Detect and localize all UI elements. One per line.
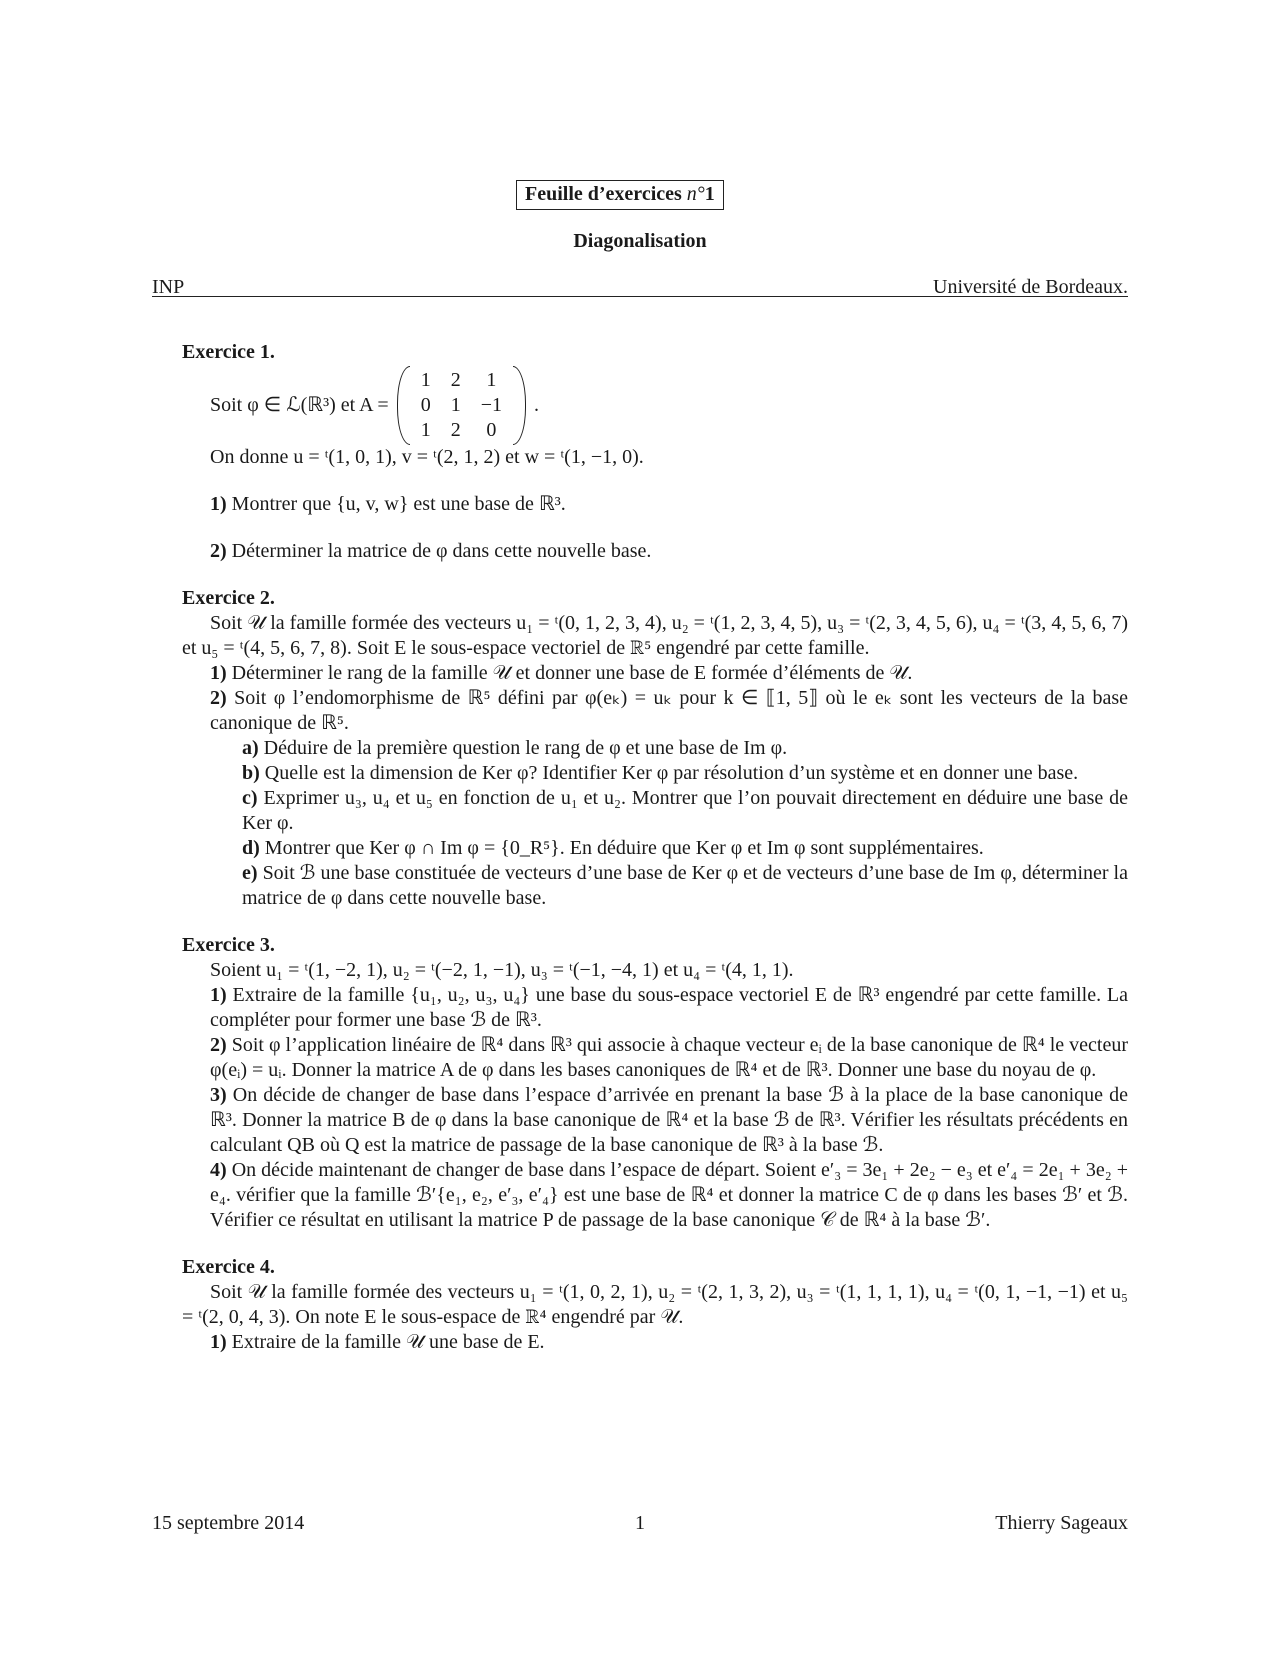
question-number: 4) — [210, 1159, 227, 1181]
matrix-cell: 1 — [420, 368, 431, 391]
matrix-cell: 1 — [420, 418, 431, 441]
item-letter: a) — [242, 737, 259, 759]
question-number: 1) — [210, 1331, 227, 1353]
matrix-cell: 0 — [486, 418, 497, 441]
matrix-cell: 2 — [450, 368, 461, 391]
exercise-3-intro: Soient u₁ = ᵗ(1, −2, 1), u₂ = ᵗ(−2, 1, −1), u₃ = ᵗ(−1, −4, 1) et u₄ = ᵗ(4, 1, 1). — [210, 959, 794, 981]
item-letter: e) — [242, 862, 258, 884]
item-text: Montrer que Ker φ ∩ Im φ = {0_R⁵}. En déduire que Ker φ et Im φ sont supplémentaires. — [264, 837, 984, 859]
header-university: Université de Bordeaux. — [933, 276, 1128, 298]
exercise-2-title: Exercice 2. — [182, 587, 275, 609]
exercise-4-intro: Soit 𝒰 la famille formée des vecteurs u₁ = ᵗ(1, 0, 2, 1), u₂ = ᵗ(2, 1, 3, 2), u₃ = ᵗ(1, 1, 1, 1), u₄ = ᵗ(0, 1, −1, −1) et u₅ = ᵗ(2, 0, 4, 3). On note E le sous-espace de ℝ⁴ engendré par 𝒰. — [182, 1281, 1128, 1328]
matrix-right-paren — [513, 366, 526, 445]
exercise-1-given: On donne u = ᵗ(1, 0, 1), v = ᵗ(2, 1, 2) et w = ᵗ(1, −1, 0). — [210, 446, 644, 468]
header-rule — [152, 296, 1128, 297]
item-letter: b) — [242, 762, 260, 784]
sheet-title-digit: 1 — [704, 183, 715, 205]
exercise-2-item-d — [182, 836, 1128, 861]
exercise-2-question-2 — [182, 686, 1128, 736]
item-letter: d) — [242, 837, 260, 859]
exercise-4-title: Exercice 4. — [182, 1256, 275, 1278]
question-text: Soit φ l’endomorphisme de ℝ⁵ défini par φ(eₖ) = uₖ pour k ∈ ⟦1, 5⟧ où le eₖ sont les vecteurs de la base canonique de ℝ⁵. — [210, 687, 1128, 734]
question-number: 1) — [210, 662, 227, 684]
item-text: Quelle est la dimension de Ker φ? Identifier Ker φ par résolution d’un système et en donner une base. — [264, 762, 1079, 784]
exercise-4-question-1 — [182, 1330, 1128, 1355]
exercise-content — [182, 340, 1128, 1355]
question-number: 3) — [210, 1084, 227, 1106]
exercise-1-title: Exercice 1. — [182, 341, 275, 363]
item-text: Soit ℬ une base constituée de vecteurs d’une base de Ker φ et de vecteurs d’une base de Im φ, déterminer la matrice de φ dans cette nouvelle base. — [242, 862, 1128, 909]
matrix-cell: −1 — [480, 393, 502, 416]
item-text: Exprimer u₃, u₄ et u₅ en fonction de u₁ et u₂. Montrer que l’on pouvait directement en déduire une base de Ker φ. — [242, 787, 1128, 834]
exercise-2-item-e — [182, 861, 1128, 911]
question-text: On décide de changer de base dans l’espace d’arrivée en prenant la base ℬ à la place de la base canonique de ℝ³. Donner la matrice B de φ dans la base canonique de ℝ⁴ et la base ℬ de ℝ³. Vérifier les résultats précédents en calculant QB où Q est la matrice de passage de la base canonique de ℝ³ à la base ℬ. — [210, 1084, 1129, 1156]
item-text: Déduire de la première question le rang de φ et une base de Im φ. — [263, 737, 788, 759]
question-number: 1) — [210, 984, 227, 1006]
exercise-2-item-a — [182, 736, 1128, 761]
question-number: 2) — [210, 687, 227, 709]
exercise-3-question-2 — [182, 1033, 1128, 1083]
question-text: On décide maintenant de changer de base dans l’espace de départ. Soient e′₃ = 3e₁ + 2e₂ − e₃ et e′₄ = 2e₁ + 3e₂ + e₄. vérifier que la famille ℬ′{e₁, e₂, e′₃, e′₄} est une base de ℝ⁴ et donner la matrice C de φ dans les bases ℬ′ et ℬ. Vérifier ce résultat en utilisant la matrice P de passage de la base canonique 𝒞 de ℝ⁴ à la base ℬ′. — [210, 1159, 1128, 1231]
sheet-title-number-sign: n° — [686, 183, 705, 205]
exercise-1-intro-after: . — [534, 393, 539, 416]
exercise-3-question-3 — [182, 1083, 1128, 1158]
exercise-1-question-1 — [182, 492, 1128, 517]
question-text: Extraire de la famille 𝒰 une base de E. — [231, 1331, 545, 1353]
exercise-2-item-b — [182, 761, 1128, 786]
matrix-cell: 1 — [486, 368, 497, 391]
question-text: Soit φ l’application linéaire de ℝ⁴ dans ℝ³ qui associe à chaque vecteur eᵢ de la base canonique de ℝ⁴ le vecteur φ(eᵢ) = uᵢ. Donner la matrice A de φ dans les bases canoniques de ℝ⁴ et de ℝ³. Donner une base du noyau de φ. — [210, 1034, 1129, 1081]
sheet-title-main: Feuille d’exercices — [525, 183, 682, 205]
question-number: 1) — [210, 493, 227, 515]
footer-date: 15 septembre 2014 — [152, 1512, 305, 1534]
footer-author: Thierry Sageaux — [995, 1512, 1128, 1534]
question-number: 2) — [210, 1034, 227, 1056]
matrix-cell: 1 — [450, 393, 461, 416]
exercise-1-matrix-line — [182, 365, 1128, 445]
matrix-a-table — [411, 368, 512, 443]
exercise-3-question-1 — [182, 983, 1128, 1033]
question-text: Montrer que {u, v, w} est une base de ℝ³. — [231, 493, 566, 515]
header-institution: INP — [152, 276, 185, 298]
item-letter: c) — [242, 787, 258, 809]
matrix-a — [397, 368, 526, 443]
matrix-cell: 0 — [420, 393, 431, 416]
matrix-row — [411, 368, 512, 393]
footer-page-number: 1 — [635, 1512, 645, 1534]
exercise-2-question-1 — [182, 661, 1128, 686]
matrix-row — [411, 418, 512, 443]
exercise-2-intro: Soit 𝒰 la famille formée des vecteurs u₁ = ᵗ(0, 1, 2, 3, 4), u₂ = ᵗ(1, 2, 3, 4, 5), u₃ = ᵗ(2, 3, 4, 5, 6), u₄ = ᵗ(3, 4, 5, 6, 7) et u₅ = ᵗ(4, 5, 6, 7, 8). Soit E le sous-espace vectoriel de ℝ⁵ engendré par cette famille. — [182, 612, 1128, 659]
question-text: Extraire de la famille {u₁, u₂, u₃, u₄} une base du sous-espace vectoriel E de ℝ³ engendré par cette famille. La compléter pour former une base ℬ de ℝ³. — [210, 984, 1129, 1031]
matrix-cell: 2 — [450, 418, 461, 441]
question-text: Déterminer la matrice de φ dans cette nouvelle base. — [231, 540, 652, 562]
question-text: Déterminer le rang de la famille 𝒰 et donner une base de E formée d’éléments de 𝒰. — [231, 662, 913, 684]
exercise-1-intro-before: Soit φ ∈ ℒ(ℝ³) et A = — [210, 393, 389, 416]
exercise-3-question-4 — [182, 1158, 1128, 1233]
exercise-1-question-2 — [182, 539, 1128, 564]
exercise-2-item-c — [182, 786, 1128, 836]
matrix-left-paren — [397, 366, 410, 445]
question-number: 2) — [210, 540, 227, 562]
sheet-title — [516, 180, 724, 210]
sheet-subtitle: Diagonalisation — [573, 230, 707, 252]
matrix-row — [411, 393, 512, 418]
exercise-3-title: Exercice 3. — [182, 934, 275, 956]
